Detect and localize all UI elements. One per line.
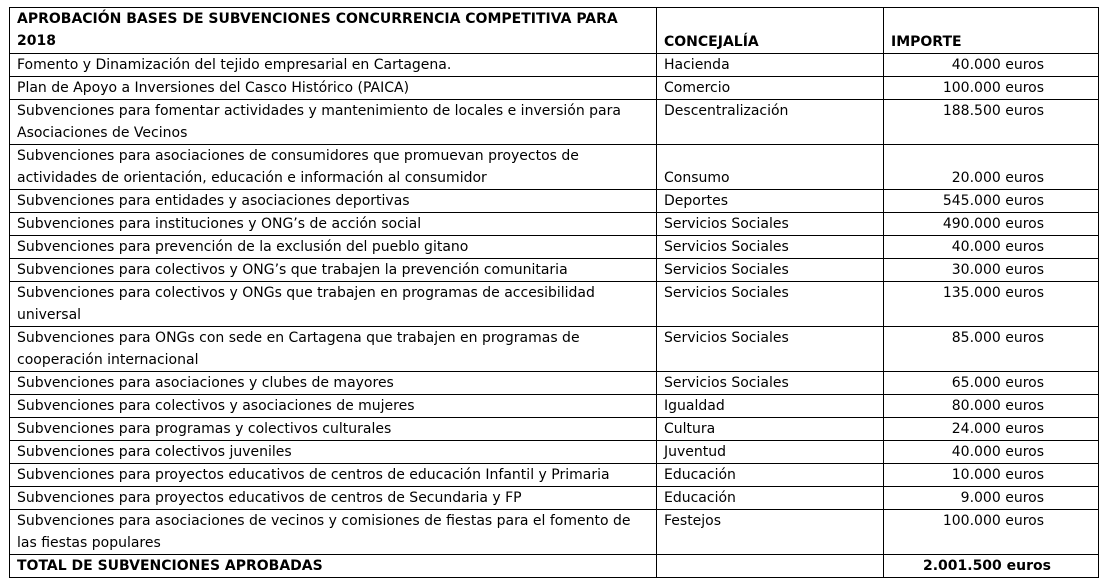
table-row <box>10 418 1099 441</box>
concept-cell: Subvenciones para asociaciones y clubes de mayores <box>10 372 657 395</box>
amount-cell: 545.000 euros <box>884 190 1099 213</box>
table-title: APROBACIÓN BASES DE SUBVENCIONES CONCURRENCIA COMPETITIVA PARA 2018 <box>10 8 657 54</box>
total-label: TOTAL DE SUBVENCIONES APROBADAS <box>10 555 657 578</box>
amount-cell: 10.000 euros <box>884 464 1099 487</box>
concept-cell: Subvenciones para fomentar actividades y mantenimiento de locales e inversión para Asociaciones de Vecinos <box>10 100 657 145</box>
total-amount: 2.001.500 euros <box>884 555 1099 578</box>
concept-cell: Plan de Apoyo a Inversiones del Casco Histórico (PAICA) <box>10 77 657 100</box>
department-cell: Servicios Sociales <box>657 213 884 236</box>
table-row <box>10 282 1099 327</box>
table-row <box>10 487 1099 510</box>
total-department-empty <box>657 555 884 578</box>
amount-cell: 188.500 euros <box>884 100 1099 145</box>
concept-cell: Subvenciones para proyectos educativos de centros de educación Infantil y Primaria <box>10 464 657 487</box>
concept-cell: Subvenciones para programas y colectivos culturales <box>10 418 657 441</box>
amount-cell: 490.000 euros <box>884 213 1099 236</box>
table-row <box>10 77 1099 100</box>
total-row <box>10 555 1099 578</box>
subsidies-table <box>9 7 1099 578</box>
amount-cell: 135.000 euros <box>884 282 1099 327</box>
amount-cell: 20.000 euros <box>884 145 1099 190</box>
department-cell: Servicios Sociales <box>657 372 884 395</box>
amount-cell: 30.000 euros <box>884 259 1099 282</box>
table-row <box>10 213 1099 236</box>
header-row <box>10 8 1099 54</box>
table-row <box>10 441 1099 464</box>
department-cell: Juventud <box>657 441 884 464</box>
department-cell: Cultura <box>657 418 884 441</box>
department-cell: Hacienda <box>657 54 884 77</box>
concept-cell: Fomento y Dinamización del tejido empresarial en Cartagena. <box>10 54 657 77</box>
table-row <box>10 145 1099 190</box>
table-row <box>10 372 1099 395</box>
department-cell: Comercio <box>657 77 884 100</box>
amount-cell: 40.000 euros <box>884 54 1099 77</box>
amount-cell: 65.000 euros <box>884 372 1099 395</box>
department-cell: Servicios Sociales <box>657 236 884 259</box>
amount-cell: 85.000 euros <box>884 327 1099 372</box>
department-cell: Festejos <box>657 510 884 555</box>
column-header-amount: IMPORTE <box>884 8 1099 54</box>
department-cell: Igualdad <box>657 395 884 418</box>
department-cell: Servicios Sociales <box>657 327 884 372</box>
department-cell: Consumo <box>657 145 884 190</box>
concept-cell: Subvenciones para asociaciones de consumidores que promuevan proyectos de actividades de orientación, educación e información al consumidor <box>10 145 657 190</box>
amount-cell: 40.000 euros <box>884 441 1099 464</box>
concept-cell: Subvenciones para colectivos juveniles <box>10 441 657 464</box>
department-cell: Deportes <box>657 190 884 213</box>
concept-cell: Subvenciones para colectivos y asociaciones de mujeres <box>10 395 657 418</box>
amount-cell: 80.000 euros <box>884 395 1099 418</box>
table-row <box>10 100 1099 145</box>
concept-cell: Subvenciones para entidades y asociaciones deportivas <box>10 190 657 213</box>
table-row <box>10 327 1099 372</box>
department-cell: Servicios Sociales <box>657 259 884 282</box>
table-row <box>10 464 1099 487</box>
amount-cell: 100.000 euros <box>884 510 1099 555</box>
concept-cell: Subvenciones para prevención de la exclusión del pueblo gitano <box>10 236 657 259</box>
concept-cell: Subvenciones para asociaciones de vecinos y comisiones de fiestas para el fomento de las fiestas populares <box>10 510 657 555</box>
table-row <box>10 510 1099 555</box>
concept-cell: Subvenciones para colectivos y ONGs que trabajen en programas de accesibilidad universal <box>10 282 657 327</box>
concept-cell: Subvenciones para ONGs con sede en Cartagena que trabajen en programas de cooperación internacional <box>10 327 657 372</box>
table-row <box>10 190 1099 213</box>
department-cell: Descentralización <box>657 100 884 145</box>
concept-cell: Subvenciones para colectivos y ONG’s que trabajen la prevención comunitaria <box>10 259 657 282</box>
department-cell: Educación <box>657 487 884 510</box>
amount-cell: 9.000 euros <box>884 487 1099 510</box>
amount-cell: 40.000 euros <box>884 236 1099 259</box>
department-cell: Educación <box>657 464 884 487</box>
amount-cell: 24.000 euros <box>884 418 1099 441</box>
table-row <box>10 236 1099 259</box>
concept-cell: Subvenciones para instituciones y ONG’s de acción social <box>10 213 657 236</box>
concept-cell: Subvenciones para proyectos educativos de centros de Secundaria y FP <box>10 487 657 510</box>
column-header-department: CONCEJALÍA <box>657 8 884 54</box>
table-row <box>10 395 1099 418</box>
table-row <box>10 259 1099 282</box>
table-row <box>10 54 1099 77</box>
amount-cell: 100.000 euros <box>884 77 1099 100</box>
department-cell: Servicios Sociales <box>657 282 884 327</box>
